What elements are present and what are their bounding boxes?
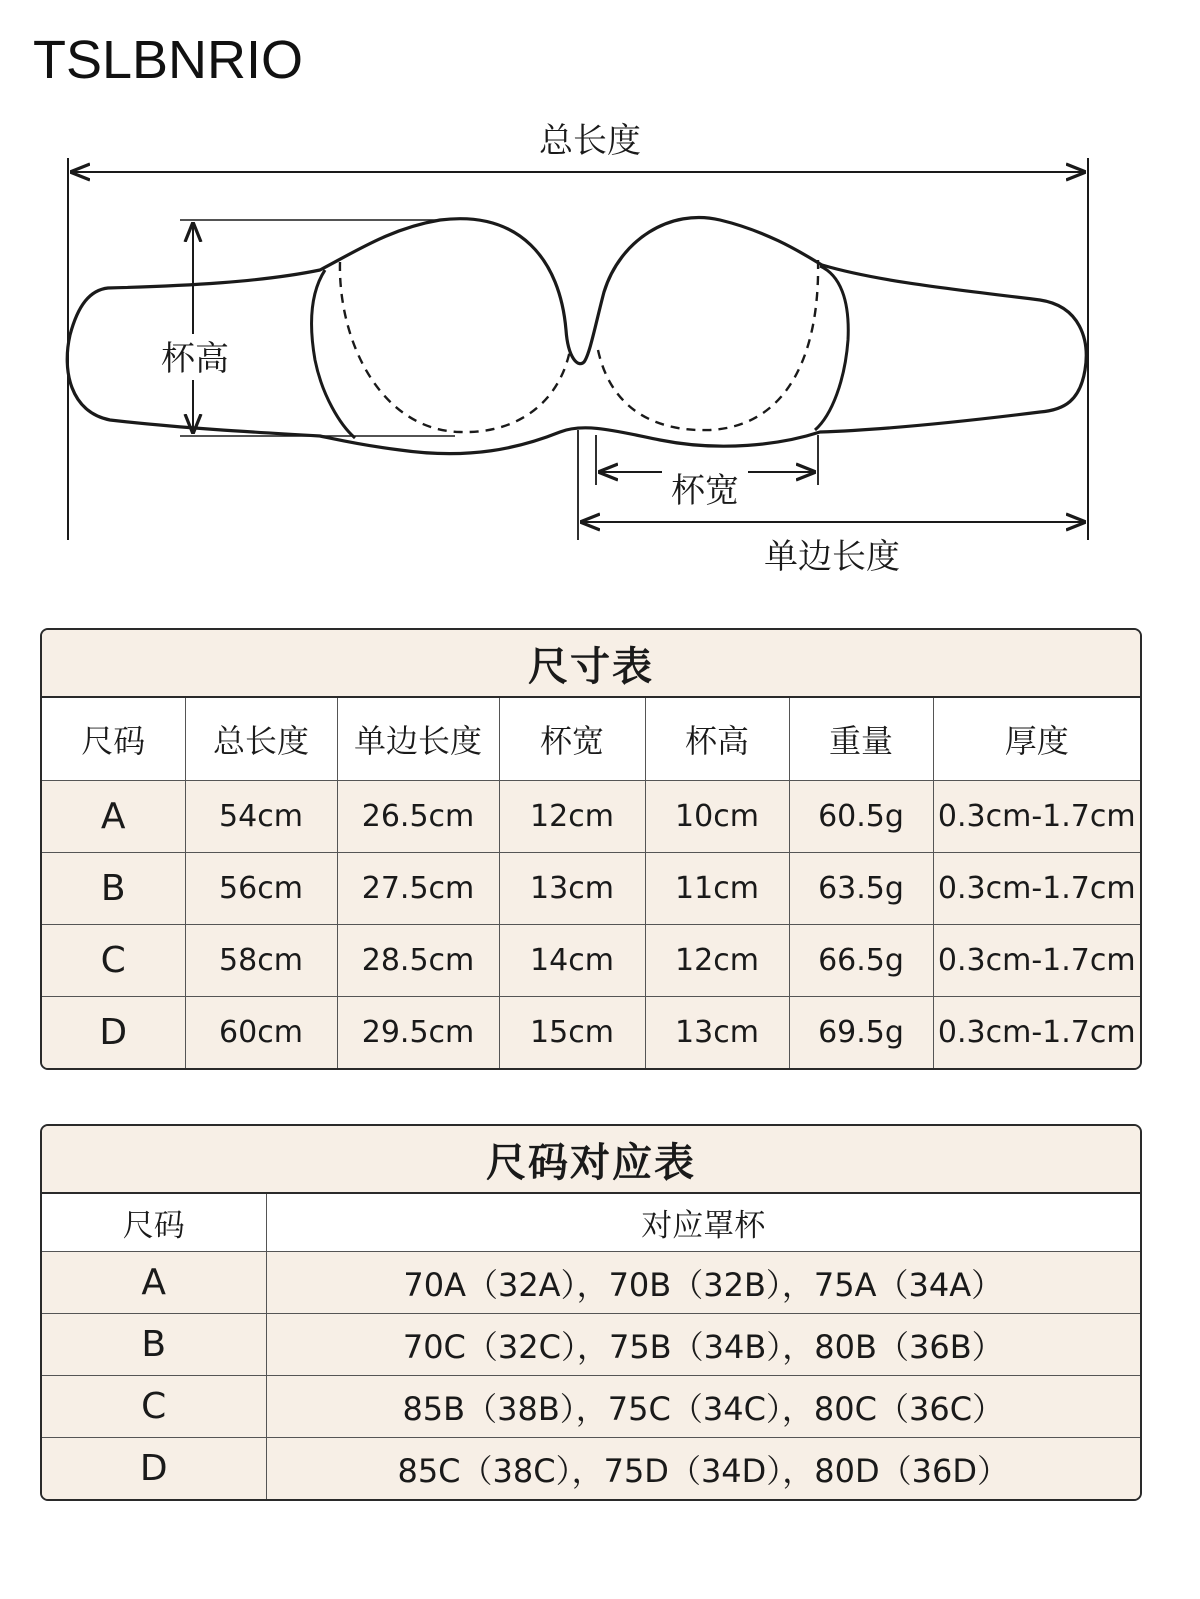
table-row	[42, 925, 1140, 997]
header-side-length: 单边长度	[337, 698, 499, 781]
cell-cup-width: 15cm	[499, 997, 645, 1069]
size-map-header-row	[42, 1194, 1140, 1252]
cell-weight: 63.5g	[789, 853, 933, 925]
table-row	[42, 1376, 1140, 1438]
cell-cup-equivalent: 70A（32A），70B（32B），75A（34A）	[266, 1252, 1140, 1314]
left-cup-panel	[312, 270, 355, 438]
cell-weight: 60.5g	[789, 781, 933, 853]
total-length-label: 总长度	[539, 121, 641, 161]
cell-size: B	[42, 1314, 266, 1376]
left-cup-seam	[340, 262, 570, 432]
size-table	[42, 698, 1140, 1068]
cell-cup-height: 13cm	[645, 997, 789, 1069]
table-row	[42, 1252, 1140, 1314]
cell-weight: 69.5g	[789, 997, 933, 1069]
cell-size: A	[42, 1252, 266, 1314]
cell-total-length: 54cm	[185, 781, 337, 853]
cell-weight: 66.5g	[789, 925, 933, 997]
cell-side-length: 29.5cm	[337, 997, 499, 1069]
table-row	[42, 853, 1140, 925]
header-thickness: 厚度	[933, 698, 1140, 781]
right-cup-seam	[598, 260, 818, 430]
cell-cup-height: 11cm	[645, 853, 789, 925]
cell-size: C	[42, 1376, 266, 1438]
cell-thickness: 0.3cm-1.7cm	[933, 781, 1140, 853]
brand-logo: TSLBNRIO	[33, 30, 304, 90]
cup-height-label: 杯高	[161, 339, 229, 379]
cell-side-length: 27.5cm	[337, 853, 499, 925]
size-table-title: 尺寸表	[42, 630, 1140, 698]
cell-thickness: 0.3cm-1.7cm	[933, 925, 1140, 997]
cell-total-length: 56cm	[185, 853, 337, 925]
size-map-table	[42, 1194, 1140, 1499]
cell-cup-height: 12cm	[645, 925, 789, 997]
cell-thickness: 0.3cm-1.7cm	[933, 997, 1140, 1069]
size-table-card	[40, 628, 1142, 1070]
size-map-title: 尺码对应表	[42, 1126, 1140, 1194]
cell-thickness: 0.3cm-1.7cm	[933, 853, 1140, 925]
table-row	[42, 1438, 1140, 1500]
header-weight: 重量	[789, 698, 933, 781]
header-cup-height: 杯高	[645, 698, 789, 781]
header-cup-width: 杯宽	[499, 698, 645, 781]
cell-size: D	[42, 997, 185, 1069]
cell-size: D	[42, 1438, 266, 1500]
cell-cup-width: 12cm	[499, 781, 645, 853]
cell-cup-width: 13cm	[499, 853, 645, 925]
cell-cup-width: 14cm	[499, 925, 645, 997]
cup-width-label: 杯宽	[671, 471, 739, 511]
side-length-label: 单边长度	[764, 537, 900, 577]
bra-measurement-diagram	[0, 100, 1200, 580]
right-cup-panel	[815, 266, 848, 430]
table-row	[42, 1314, 1140, 1376]
size-map-card	[40, 1124, 1142, 1501]
cell-cup-height: 10cm	[645, 781, 789, 853]
size-table-header-row	[42, 698, 1140, 781]
cell-cup-equivalent: 70C（32C），75B（34B），80B（36B）	[266, 1314, 1140, 1376]
cell-cup-equivalent: 85C（38C），75D（34D），80D（36D）	[266, 1438, 1140, 1500]
cell-total-length: 58cm	[185, 925, 337, 997]
header-size: 尺码	[42, 698, 185, 781]
cell-side-length: 26.5cm	[337, 781, 499, 853]
header-size: 尺码	[42, 1194, 266, 1252]
cell-size: C	[42, 925, 185, 997]
header-cup-equivalent: 对应罩杯	[266, 1194, 1140, 1252]
cell-side-length: 28.5cm	[337, 925, 499, 997]
cell-size: A	[42, 781, 185, 853]
cell-cup-equivalent: 85B（38B），75C（34C），80C（36C）	[266, 1376, 1140, 1438]
cell-total-length: 60cm	[185, 997, 337, 1069]
table-row	[42, 781, 1140, 853]
header-total-length: 总长度	[185, 698, 337, 781]
table-row	[42, 997, 1140, 1069]
cell-size: B	[42, 853, 185, 925]
